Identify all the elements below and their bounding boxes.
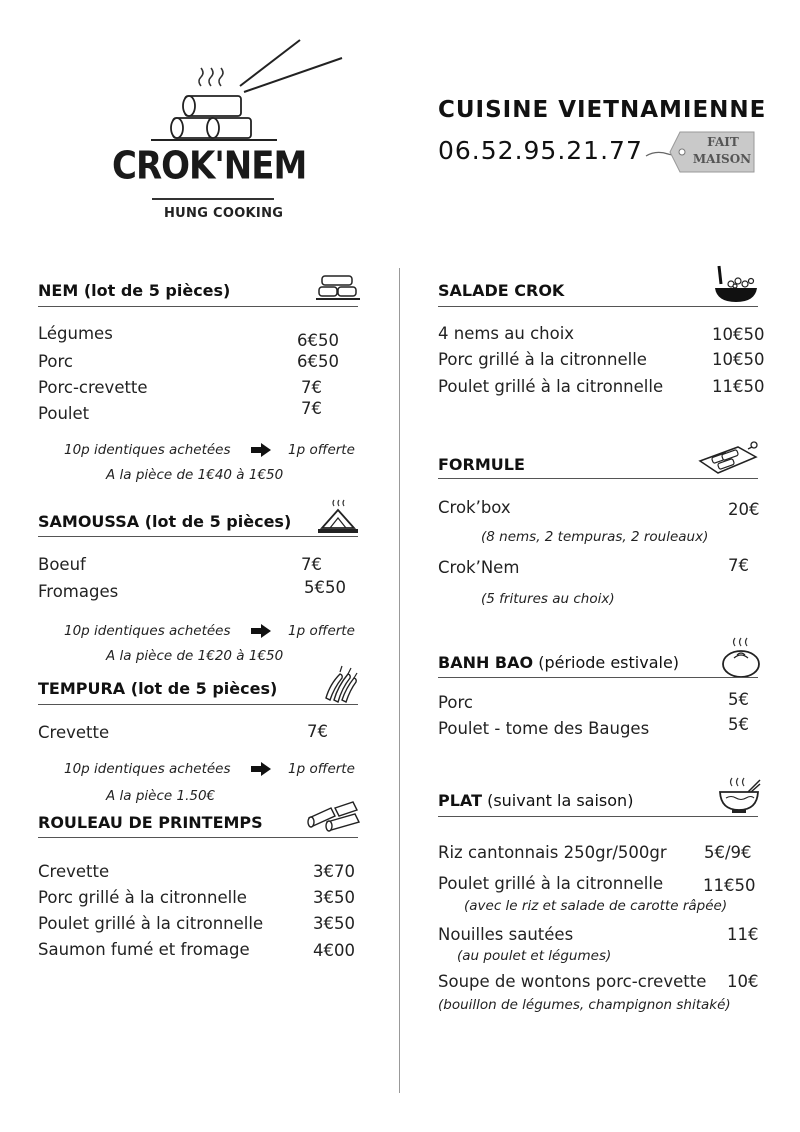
salade-rule (438, 306, 758, 307)
menu-item: Poulet grillé à la citronnelle (438, 874, 664, 893)
menu-price: 7€ (728, 556, 749, 575)
menu-price: 3€50 (313, 914, 355, 933)
nem-title: NEM (lot de 5 pièces) (38, 281, 231, 300)
brand-name: CROK'NEM (112, 143, 307, 189)
tempura-icon (318, 662, 360, 704)
item-note: (bouillon de légumes, champignon shitaké) (438, 997, 731, 1013)
tempura-title: TEMPURA (lot de 5 pièces) (38, 679, 278, 698)
menu-price: 20€ (728, 500, 760, 519)
offer-text: 10p identiques achetées (64, 623, 231, 639)
menu-price: 7€ (301, 399, 322, 418)
menu-item: Porc grillé à la citronnelle (438, 350, 647, 369)
menu-item: Soupe de wontons porc-crevette (438, 972, 707, 991)
menu-item: Crevette (38, 723, 110, 742)
menu-item: Porc (38, 352, 73, 371)
menu-item: Légumes (38, 324, 113, 343)
samoussa-title: SAMOUSSA (lot de 5 pièces) (38, 512, 292, 531)
banh-bao-title (438, 653, 679, 672)
column-divider (399, 268, 400, 1093)
item-note: (5 fritures au choix) (481, 591, 615, 607)
tag-line-2: MAISON (692, 152, 752, 166)
offer-text: 10p identiques achetées (64, 442, 231, 458)
arrow-right-icon (251, 443, 271, 457)
nem-rule (38, 306, 358, 307)
menu-price: 6€50 (297, 352, 339, 371)
offer-free: 1p offerte (288, 623, 355, 639)
plat-rule (438, 816, 758, 817)
samoussa-rule (38, 536, 358, 537)
tempura-rule (38, 704, 358, 705)
menu-item: Porc-crevette (38, 378, 148, 397)
item-note: (au poulet et légumes) (457, 948, 612, 964)
banh-bao-title-bold: BANH BAO (438, 653, 534, 672)
menu-price: 3€50 (313, 888, 355, 907)
menu-item: Porc (438, 693, 473, 712)
menu-price: 5€50 (304, 578, 346, 597)
menu-price: 3€70 (313, 862, 355, 881)
menu-price: 7€ (301, 378, 322, 397)
menu-price: 7€ (307, 722, 328, 741)
menu-price: 11€50 (703, 876, 756, 895)
rouleau-icon (305, 800, 363, 836)
menu-price: 6€50 (297, 331, 339, 350)
menu-price: 5€/9€ (704, 843, 752, 862)
menu-price: 11€50 (712, 377, 765, 396)
brand-subtitle: HUNG COOKING (164, 206, 284, 221)
menu-price: 4€00 (313, 941, 355, 960)
steam-icon (195, 66, 235, 88)
plat-title-bold: PLAT (438, 791, 482, 810)
soup-bowl-icon (718, 774, 762, 816)
menu-item: Riz cantonnais 250gr/500gr (438, 843, 667, 862)
offer-text: 10p identiques achetées (64, 761, 231, 777)
salad-bowl-icon (713, 264, 759, 306)
menu-item: Poulet - tome des Bauges (438, 719, 650, 738)
offer-free: 1p offerte (288, 761, 355, 777)
plat-title-rest: (suivant la saison) (481, 791, 634, 810)
menu-item: Saumon fumé et fromage (38, 940, 250, 959)
fait-maison-tag (668, 130, 756, 174)
menu-item: Poulet grillé à la citronnelle (38, 914, 264, 933)
arrow-right-icon (251, 762, 271, 776)
rouleau-rule (38, 837, 358, 838)
banh-bao-rule (438, 677, 758, 678)
menu-price: 10€50 (712, 325, 765, 344)
menu-item: Crevette (38, 862, 110, 881)
tag-line-1: FAIT (707, 135, 739, 149)
item-note: (avec le riz et salade de carotte râpée) (464, 898, 728, 914)
brand-divider (152, 198, 274, 200)
platter-icon (698, 437, 760, 477)
unit-price: A la pièce de 1€20 à 1€50 (106, 648, 284, 664)
menu-item: Poulet (38, 404, 90, 423)
menu-item: Boeuf (38, 555, 86, 574)
unit-price: A la pièce de 1€40 à 1€50 (106, 467, 284, 483)
rouleau-title: ROULEAU DE PRINTEMPS (38, 813, 263, 832)
arrow-right-icon (251, 624, 271, 638)
menu-item: Poulet grillé à la citronnelle (438, 377, 664, 396)
menu-item: Fromages (38, 582, 119, 601)
menu-item: Porc grillé à la citronnelle (38, 888, 247, 907)
nem-icon (316, 273, 360, 303)
menu-item: Nouilles sautées (438, 925, 574, 944)
cuisine-title: CUISINE VIETNAMIENNE (438, 97, 767, 123)
formule-title: FORMULE (438, 455, 525, 474)
offer-free: 1p offerte (288, 442, 355, 458)
formule-rule (438, 478, 758, 479)
menu-price: 11€ (727, 925, 759, 944)
plat-title (438, 791, 633, 810)
item-note: (8 nems, 2 tempuras, 2 rouleaux) (481, 529, 709, 545)
menu-item: 4 nems au choix (438, 324, 575, 343)
menu-price: 7€ (301, 555, 322, 574)
unit-price: A la pièce 1.50€ (106, 788, 216, 804)
bun-icon (720, 634, 762, 678)
banh-bao-title-rest: (période estivale) (533, 653, 680, 672)
menu-item: Crok’Nem (438, 558, 520, 577)
menu-item: Crok’box (438, 498, 511, 517)
chopsticks-icon (230, 38, 345, 96)
phone-number: 06.52.95.21.77 (438, 136, 643, 165)
menu-price: 10€50 (712, 350, 765, 369)
samoussa-icon (316, 496, 360, 538)
salade-title: SALADE CROK (438, 281, 565, 300)
menu-price: 10€ (727, 972, 759, 991)
menu-price: 5€ (728, 715, 749, 734)
spring-rolls-icon (165, 92, 265, 142)
menu-price: 5€ (728, 690, 749, 709)
